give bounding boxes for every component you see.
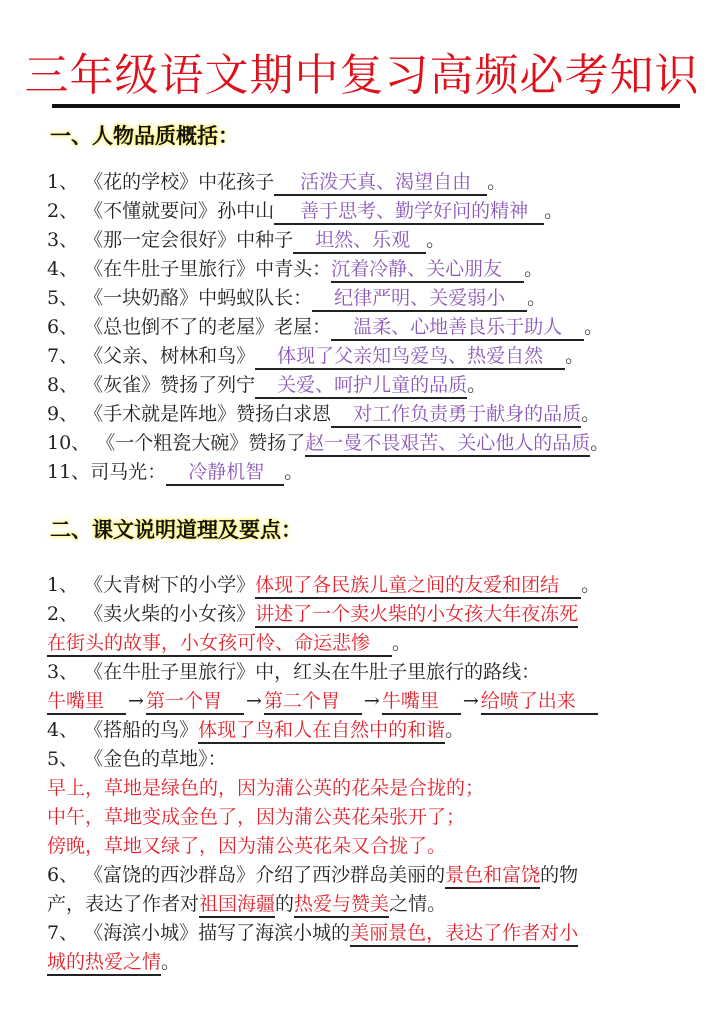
item-text: 《在牛肚子里旅行》中，红头在牛肚子里旅行的路线： xyxy=(84,661,541,683)
route-step-3: 第二个胃 xyxy=(264,689,362,715)
lesson-item-1 xyxy=(47,572,600,599)
item-prefix: 《一个粗瓷大碗》赞扬了 xyxy=(96,432,306,454)
item-suffix: 。 xyxy=(284,461,304,483)
trait-item-10 xyxy=(47,430,609,457)
item-number: 5、 xyxy=(47,287,79,309)
item-answer: 体现了父亲知鸟爱鸟、热爱自然 xyxy=(255,344,565,370)
item-number: 1、 xyxy=(47,574,79,596)
trait-item-2 xyxy=(47,198,563,225)
item-number: 4、 xyxy=(47,719,79,741)
item-answer: 温柔、心地善良乐于助人 xyxy=(331,315,584,341)
item-prefix: 《富饶的西沙群岛》介绍了西沙群岛美丽的 xyxy=(84,864,446,886)
item-number: 3、 xyxy=(47,229,79,251)
item-answer: 赵一曼不畏艰苦、关心他人的品质 xyxy=(305,431,590,457)
lesson-item-3 xyxy=(47,659,540,685)
item-answer-2: 祖国海疆 xyxy=(199,892,275,918)
item-suffix: 。 xyxy=(590,432,610,454)
section-heading-lesson-points: 二、课文说明道理及要点： xyxy=(50,518,302,542)
trait-item-3 xyxy=(47,227,445,254)
lesson-item-6 xyxy=(47,862,578,889)
lesson-item-4 xyxy=(47,717,464,744)
item-prefix: 《不懂就要问》孙中山 xyxy=(84,200,275,222)
arrow-icon: → xyxy=(128,690,144,712)
item-prefix: 《手术就是阵地》赞扬白求恩 xyxy=(84,403,332,425)
item-answer-3: 热爱与赞美 xyxy=(294,892,389,918)
section-heading-character-traits: 一、人物品质概括： xyxy=(50,124,239,148)
item-suffix: 。 xyxy=(527,287,547,309)
item-suffix: 。 xyxy=(487,171,507,193)
item-answer: 对工作负责勇于献身的品质 xyxy=(331,402,581,428)
item-suffix: 。 xyxy=(426,229,446,251)
title-divider xyxy=(52,104,680,108)
item-number: 7、 xyxy=(47,922,79,944)
lesson-item-7-cont xyxy=(47,949,180,976)
item-suffix: 。 xyxy=(581,403,601,425)
item-prefix: 《父亲、树林和鸟》 xyxy=(84,345,256,367)
item-prefix: 《卖火柴的小女孩》 xyxy=(84,603,256,625)
lesson-item-2-cont xyxy=(47,630,411,657)
item-answer: 坦然、乐观 xyxy=(293,228,426,254)
item-suffix: 。 xyxy=(544,200,564,222)
trait-item-1 xyxy=(47,169,506,196)
item-prefix: 《那一定会很好》中种子 xyxy=(84,229,294,251)
item-number: 5、 xyxy=(47,748,79,770)
item-answer: 沉着冷静、关心朋友 xyxy=(331,257,524,283)
item-answer: 关爱、呵护儿童的品质 xyxy=(255,373,467,399)
item-mid: 的 xyxy=(275,893,295,915)
item-answer: 冷静机智 xyxy=(166,460,284,486)
item-suffix: 。 xyxy=(445,719,465,741)
grass-noon: 中午，草地变成金色了，因为蒲公英花朵张开了； xyxy=(47,806,466,828)
item-text: 产，表达了作者对 xyxy=(47,893,200,915)
item-suffix: 。 xyxy=(565,345,585,367)
item-number: 11、 xyxy=(47,461,91,483)
trait-item-5 xyxy=(47,285,546,312)
item-number: 6、 xyxy=(47,864,79,886)
item-answer: 体现了鸟和人在自然中的和谐 xyxy=(198,718,445,744)
item-prefix: 《在牛肚子里旅行》中青头： xyxy=(84,258,332,280)
trait-item-4 xyxy=(47,256,543,283)
item-answer-line2: 在街头的故事，小女孩可怜、命运悲惨 xyxy=(47,631,392,657)
page-title: 三年级语文期中复习高频必考知识 xyxy=(24,50,700,101)
item-number: 3、 xyxy=(47,661,79,683)
route-step-2: 第一个胃 xyxy=(146,689,244,715)
route-step-4: 牛嘴里 xyxy=(382,689,461,715)
item-number: 4、 xyxy=(47,258,79,280)
lesson-item-6-cont xyxy=(47,891,446,918)
arrow-icon: → xyxy=(245,690,262,712)
lesson-item-7 xyxy=(47,920,578,947)
item-number: 9、 xyxy=(47,403,79,425)
item-answer: 体现了各民族儿童之间的友爱和团结 xyxy=(255,573,581,599)
item-number: 2、 xyxy=(47,603,79,625)
item-answer: 活泼天真、渴望自由 xyxy=(274,170,487,196)
trait-item-9 xyxy=(47,401,600,428)
item-number: 8、 xyxy=(47,374,79,396)
item-number: 1、 xyxy=(47,171,79,193)
route-line xyxy=(47,688,598,715)
route-step-5: 给喷了出来 xyxy=(481,689,598,715)
lesson-item-5 xyxy=(47,746,227,772)
item-answer: 纪律严明、关爱弱小 xyxy=(312,286,527,312)
item-answer-line1: 讲述了一个卖火柴的小女孩大年夜冻死 xyxy=(255,602,578,628)
trait-item-8 xyxy=(47,372,486,399)
item-prefix: 《大青树下的小学》 xyxy=(84,574,256,596)
grass-morning: 早上，草地是绿色的，因为蒲公英的花朵是合拢的； xyxy=(47,777,485,799)
item-prefix: 《花的学校》中花孩子 xyxy=(84,171,275,193)
item-answer-line2: 城的热爱之情 xyxy=(47,950,161,976)
item-answer: 善于思考、勤学好问的精神 xyxy=(274,199,544,225)
item-suffix: 。 xyxy=(581,574,601,596)
item-end: 之情。 xyxy=(389,893,447,915)
item-suffix: 。 xyxy=(161,951,181,973)
item-suffix: 。 xyxy=(524,258,544,280)
item-prefix: 《灰雀》赞扬了列宁 xyxy=(84,374,256,396)
item-answer-1: 景色和富饶 xyxy=(445,863,540,889)
item-prefix: 《总也倒不了的老屋》老屋： xyxy=(84,316,332,338)
item-prefix: 《海滨小城》描写了海滨小城的 xyxy=(84,922,351,944)
lesson-item-2 xyxy=(47,601,578,628)
arrow-icon: → xyxy=(363,690,380,712)
trait-item-6 xyxy=(47,314,603,341)
item-answer-line1: 美丽景色，表达了作者对小 xyxy=(350,921,578,947)
item-prefix: 《一块奶酪》中蚂蚁队长： xyxy=(84,287,313,309)
item-suffix: 。 xyxy=(392,632,412,654)
item-mid: 的物 xyxy=(540,864,579,886)
grass-evening: 傍晚，草地又绿了，因为蒲公英花朵又合拢了。 xyxy=(47,835,447,857)
item-prefix: 《搭船的鸟》 xyxy=(84,719,199,741)
arrow-icon: → xyxy=(462,690,479,712)
item-number: 10、 xyxy=(47,432,91,454)
item-number: 6、 xyxy=(47,316,79,338)
trait-item-7 xyxy=(47,343,584,370)
item-suffix: 。 xyxy=(467,374,487,396)
item-suffix: 。 xyxy=(584,316,604,338)
route-step-1: 牛嘴里 xyxy=(47,689,126,715)
item-number: 2、 xyxy=(47,200,79,222)
item-prefix: 司马光： xyxy=(90,461,167,483)
item-prefix: 《金色的草地》： xyxy=(84,748,227,770)
trait-item-11 xyxy=(47,459,303,486)
item-number: 7、 xyxy=(47,345,79,367)
